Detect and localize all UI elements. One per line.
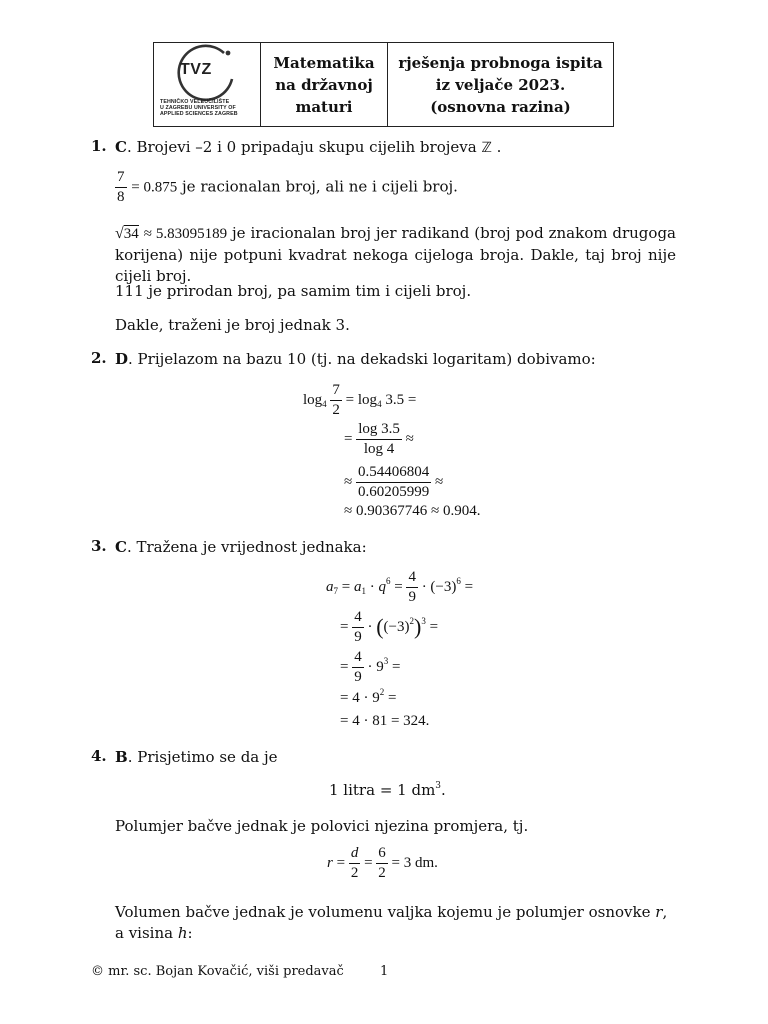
question-number: 1. bbox=[91, 137, 107, 155]
q2-intro: D. Prijelazom na bazu 10 (tj. na dekadski logaritam) dobivamo: bbox=[115, 350, 596, 368]
fraction-4-9: $\frac{4}{9}$ bbox=[408, 569, 416, 605]
exam-title-cell bbox=[388, 43, 613, 126]
page-number: 1 bbox=[380, 964, 389, 979]
q4-radius-eq: r = $\frac{d}{2}$ = $\frac{6}{2}$ = 3 dm. bbox=[327, 845, 438, 881]
logo-mark: TVZ bbox=[180, 61, 212, 78]
fraction-decimal: $\frac{0.54406804}{0.60205999}$ bbox=[357, 464, 430, 500]
exam-title-line: rješenja probnoga ispita bbox=[398, 53, 603, 72]
q4-line2: Polumjer bačve jednak je polovici njezina promjera, tj. bbox=[115, 817, 529, 835]
q3-eq-row4: = $4 \cdot 9^2$ = bbox=[340, 687, 397, 706]
subject-cell bbox=[261, 43, 388, 126]
q4-intro: B. Prisjetimo se da je bbox=[115, 748, 278, 766]
q3-eq-row5: = 4 · 81 = 324. bbox=[340, 713, 430, 729]
tvz-logo-icon bbox=[172, 43, 244, 101]
q4-line3: Volumen bačve jednak je volumenu valjka kojemu je polumjer osnovke r, a visina h: bbox=[115, 903, 668, 942]
sqrt-34: √34 bbox=[115, 225, 139, 242]
q1-intro: C. Brojevi –2 i 0 pripadaju skupu cijelih brojeva ℤ . bbox=[115, 138, 502, 156]
q2-eq-row3: ≈ $\frac{0.54406804}{0.60205999}$ ≈ bbox=[344, 464, 444, 500]
exam-title-line: iz veljače 2023. bbox=[435, 75, 566, 94]
q3-eq-row1: $a_7 = a_1 \cdot q^6$ = $\frac{4}{9}$ · $(-3)^6$ = bbox=[326, 569, 474, 605]
question-number: 4. bbox=[91, 747, 107, 765]
answer-letter: C bbox=[115, 538, 127, 556]
subject-line: Matematika bbox=[273, 53, 375, 72]
subject-line: na državnoj bbox=[275, 75, 373, 94]
integers-set-symbol: ℤ bbox=[481, 139, 492, 155]
q2-eq-row1: $\log_4$ $\frac{7}{2}$ = $\log_4 3.5$ = bbox=[303, 382, 417, 418]
fraction-4-9: $\frac{4}{9}$ bbox=[354, 649, 362, 685]
answer-letter: D bbox=[115, 350, 129, 368]
question-number: 2. bbox=[91, 349, 107, 367]
q3-eq-row3: = $\frac{4}{9}$ · $9^3$ = bbox=[340, 649, 401, 685]
logo-caption: TEHNIČKO VELEUČILIŠTE U ZAGREBU UNIVERSITY OF APPLIED SCIENCES ZAGREB bbox=[160, 99, 238, 117]
answer-letter: C bbox=[115, 138, 127, 156]
fraction-7-2: $\frac{7}{2}$ bbox=[332, 382, 340, 418]
fraction-7-8: $\frac{7}{8}$ bbox=[117, 169, 125, 205]
q1-line3: 111 je prirodan broj, pa samim tim i cijeli broj. bbox=[115, 282, 472, 300]
question-number: 3. bbox=[91, 537, 107, 555]
answer-letter: B bbox=[115, 748, 128, 766]
header-table bbox=[153, 42, 614, 127]
fraction-6-2: $\frac{6}{2}$ bbox=[378, 845, 386, 881]
fraction-d-2: $\frac{d}{2}$ bbox=[350, 845, 359, 881]
exam-title-line: (osnovna razina) bbox=[430, 97, 571, 116]
q3-eq-row2: = $\frac{4}{9}$ · $((-3)^2)^3$ = bbox=[340, 609, 439, 645]
q3-intro: C. Tražena je vrijednost jednaka: bbox=[115, 538, 367, 556]
q1-line4: Dakle, traženi je broj jednak 3. bbox=[115, 316, 350, 334]
q1-fraction-line: $\frac{7}{8}$ = 0.875 je racionalan broj, ali ne i cijeli broj. bbox=[117, 169, 458, 205]
footer-author: © mr. sc. Bojan Kovačić, viši predavač bbox=[91, 964, 344, 979]
subject-line: maturi bbox=[295, 97, 353, 116]
q1-sqrt-paragraph: √34 ≈ 5.83095189 je iracionalan broj jer radikand (broj pod znakom drugoga korijena) nije potpuni kvadrat nekoga cijeloga broja. Dakle, taj broj nije cijeli broj. bbox=[115, 224, 676, 285]
q2-eq-row2: = $\frac{\log 3.5}{\log 4}$ ≈ bbox=[344, 421, 414, 457]
q2-eq-row4: ≈ 0.90367746 ≈ 0.904. bbox=[344, 503, 481, 519]
logo-cell bbox=[154, 43, 261, 126]
fraction-log: $\frac{\log 3.5}{\log 4}$ bbox=[358, 421, 400, 457]
q4-litre-eq: 1 litra = 1 $dm^3$. bbox=[329, 781, 446, 799]
fraction-4-9: $\frac{4}{9}$ bbox=[354, 609, 362, 645]
